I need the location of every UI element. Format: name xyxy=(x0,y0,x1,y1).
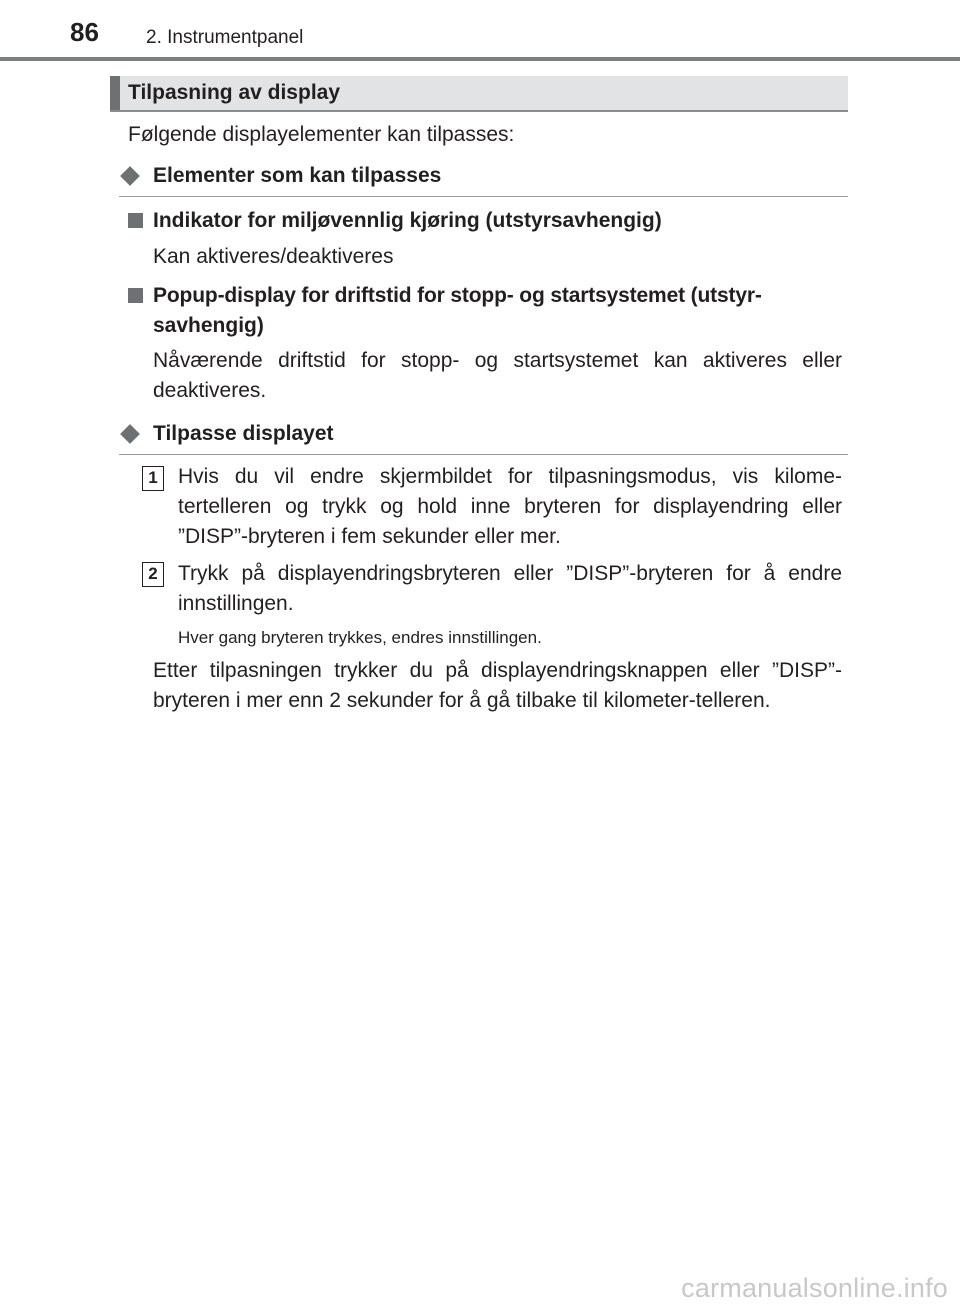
step-2-note: Hver gang bryteren trykkes, endres innstillingen. xyxy=(178,628,542,647)
item-eco-indicator-body: Kan aktiveres/deaktiveres xyxy=(153,245,394,268)
step-number-2: 2 xyxy=(142,562,164,587)
item-popup-body: Nåværende driftstid for stopp- og startsystemet kan aktiveres eller deaktiveres. xyxy=(153,349,842,402)
square-bullet-icon xyxy=(128,288,143,303)
subheading-customizable-text: Elementer som kan tilpasses xyxy=(153,164,442,187)
square-bullet-icon xyxy=(128,213,143,228)
subheading-customizable xyxy=(119,162,848,197)
step-2-text: Trykk på displayendringsbryteren eller ”DISP”-bryteren for å endre innstillingen. xyxy=(178,562,842,615)
section-intro: Følgende displayelementer kan tilpasses: xyxy=(128,123,515,146)
page-number: 86 xyxy=(70,17,99,47)
watermark: carmanualsonline.info xyxy=(681,1273,948,1303)
after-customization-text: Etter tilpasningen trykker du på displayendringsknappen eller ”DISP”-bryteren i mer enn 2 sekunder for å gå tilbake til kilometer-telleren. xyxy=(153,659,842,712)
step-number-1: 1 xyxy=(142,466,164,491)
header-rule xyxy=(0,57,960,61)
diamond-bullet-icon xyxy=(120,166,140,186)
subheading-adjust xyxy=(119,420,848,455)
item-eco-indicator-title: Indikator for miljøvennlig kjøring (utstyrsavhengig) xyxy=(153,209,662,232)
section-bar-accent xyxy=(110,76,120,110)
item-popup-title-line1: Popup-display for driftstid for stopp- og startsystemet (utstyr- xyxy=(153,284,762,307)
chapter-title: 2. Instrumentpanel xyxy=(146,27,304,48)
section-title: Tilpasning av display xyxy=(128,81,341,104)
item-popup-title-line2: savhengig) xyxy=(153,314,264,337)
subheading-adjust-text: Tilpasse displayet xyxy=(153,422,334,445)
step-1-text: Hvis du vil endre skjermbildet for tilpasningsmodus, vis kilome-tertelleren og trykk og hold inne bryteren for displayendring eller ”DISP”-bryteren i fem sekunder eller mer. xyxy=(178,465,842,548)
section-title-bar xyxy=(110,76,848,112)
diamond-bullet-icon xyxy=(120,424,140,444)
